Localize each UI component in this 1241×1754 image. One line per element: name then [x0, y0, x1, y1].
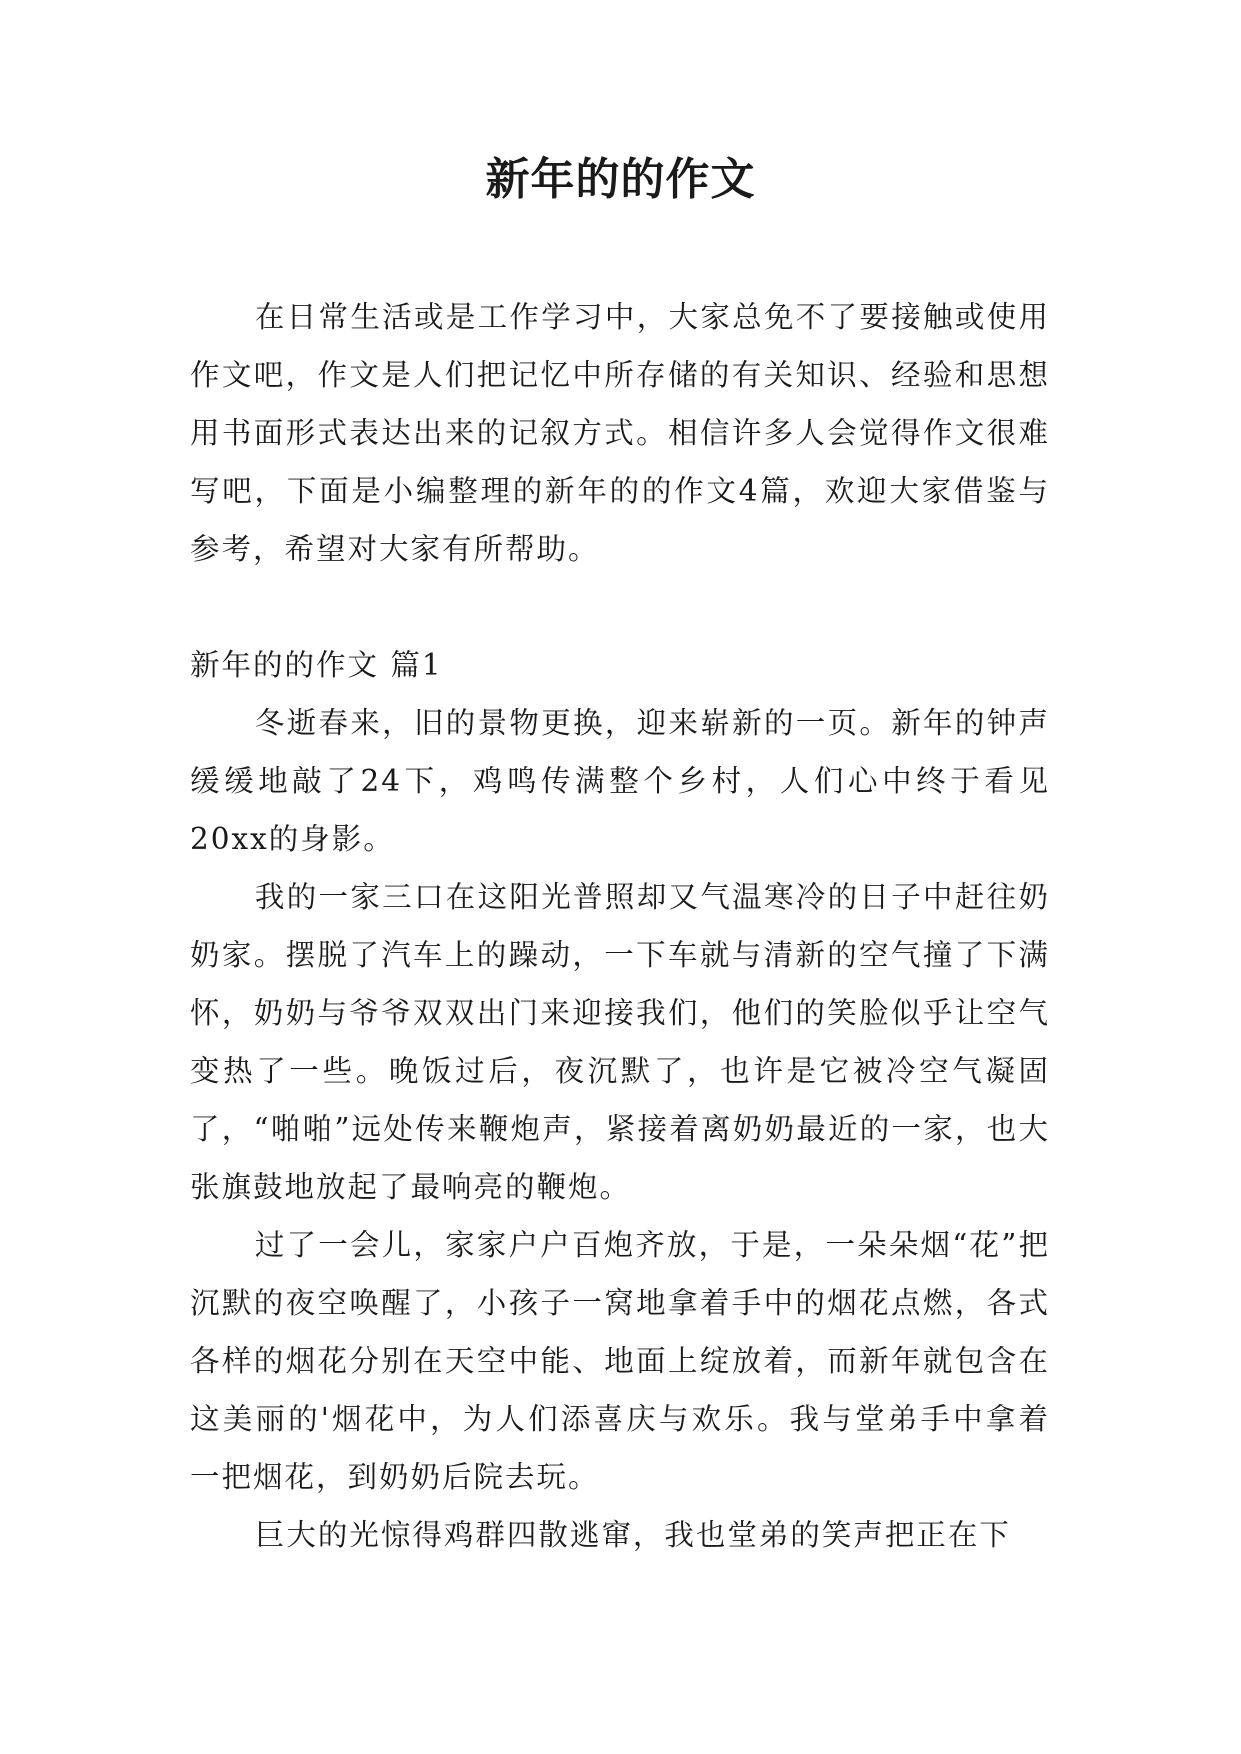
document-title: 新年的的作文: [485, 154, 756, 205]
body-paragraph: 我的一家三口在这阳光普照却又气温寒冷的日子中赶往奶奶家。摆脱了汽车上的躁动，一下车就与清新的空气撞了下满怀，奶奶与爷爷双双出门来迎接我们，他们的笑脸似乎让空气变热了一些。晚饭过后，夜沉默了，也许是它被冷空气凝固了，“啪啪”远处传来鞭炮声，紧接着离奶奶最近的一家，也大张旗鼓地放起了最响亮的鞭炮。: [190, 880, 1050, 1204]
intro-paragraph: 在日常生活或是工作学习中，大家总免不了要接触或使用作文吧，作文是人们把记忆中所存储的有关知识、经验和思想用书面形式表达出来的记叙方式。相信许多人会觉得作文很难写吧，下面是小编整理的新年的的作文4篇，欢迎大家借鉴与参考，希望对大家有所帮助。: [190, 300, 1050, 566]
section-heading: 新年的的作文 篇1: [190, 648, 443, 682]
document-body: [190, 288, 1050, 1564]
body-paragraph: 巨大的光惊得鸡群四散逃窜，我也堂弟的笑声把正在下: [254, 1518, 1011, 1552]
body-paragraph: 过了一会儿，家家户户百炮齐放，于是，一朵朵烟“花”把沉默的夜空唤醒了，小孩子一窝地拿着手中的烟花点燃，各式各样的烟花分别在天空中能、地面上绽放着，而新年就包含在这美丽的'烟花中，为人们添喜庆与欢乐。我与堂弟手中拿着一把烟花，到奶奶后院去玩。: [190, 1228, 1050, 1494]
body-paragraph: 冬逝春来，旧的景物更换，迎来崭新的一页。新年的钟声缓缓地敲了24下，鸡鸣传满整个乡村，人们心中终于看见20xx的身影。: [190, 706, 1050, 856]
